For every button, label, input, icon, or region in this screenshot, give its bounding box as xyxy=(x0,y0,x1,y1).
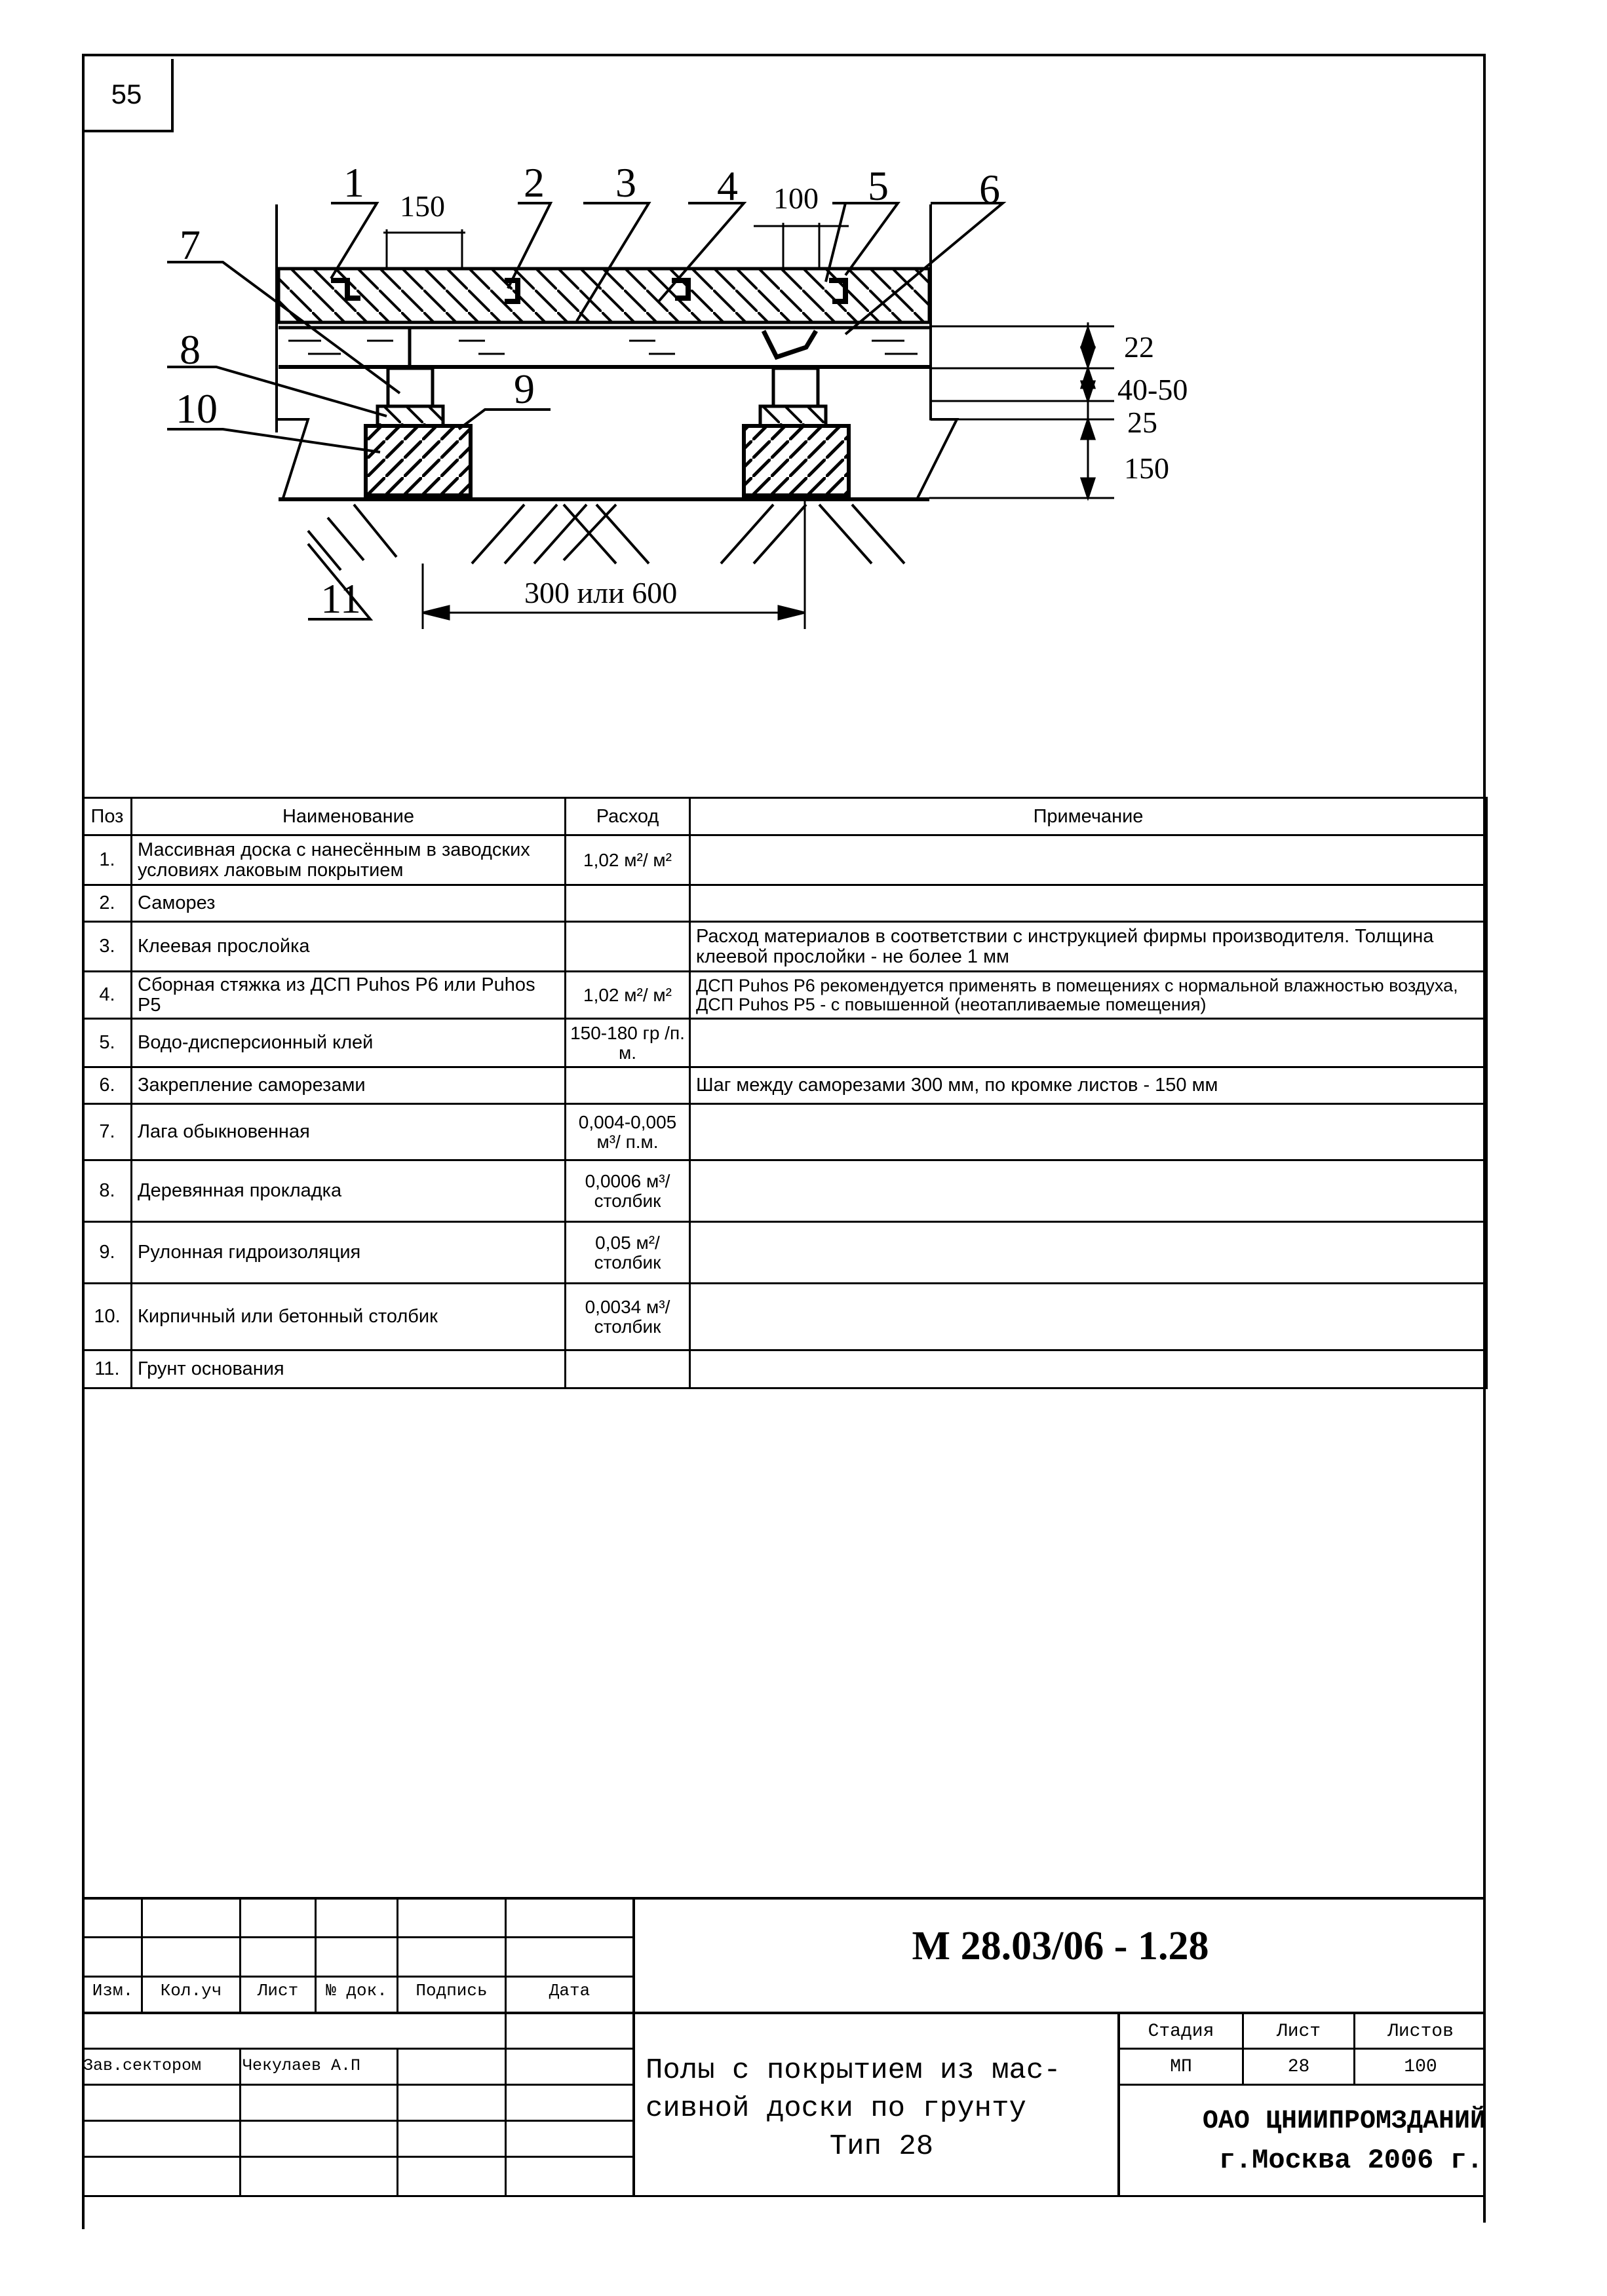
row-note xyxy=(690,1160,1487,1222)
callout-10: 10 xyxy=(176,385,218,432)
row-note: Шаг между саморезами 300 мм, по кромке листов - 150 мм xyxy=(690,1067,1487,1104)
col-header-note: Примечание xyxy=(690,798,1487,835)
callout-4: 4 xyxy=(717,163,738,209)
person-name: Чекулаев А.П xyxy=(242,2056,361,2075)
row-rate: 0,0006 м³/ столбик xyxy=(566,1160,690,1222)
table-row xyxy=(83,1067,1487,1104)
org-city-year: г.Москва 2006 г. xyxy=(1218,2145,1483,2176)
hdr-ndok: № док. xyxy=(326,1981,387,2000)
row-name: Лага обыкновенная xyxy=(132,1104,566,1160)
title-line-1: Полы с покрытием из мас- xyxy=(646,2054,1061,2087)
hdr-data: Дата xyxy=(549,1981,591,2000)
table-row xyxy=(83,1222,1487,1284)
hdr-kol: Кол.уч xyxy=(160,1981,222,2000)
row-pos: 10. xyxy=(83,1284,132,1350)
table-row xyxy=(83,972,1487,1019)
callout-3: 3 xyxy=(615,159,636,206)
row-pos: 6. xyxy=(83,1067,132,1104)
row-name: Водо-дисперсионный клей xyxy=(132,1019,566,1067)
row-rate xyxy=(566,1350,690,1388)
row-name: Массивная доска с нанесённым в заводских условиях лаковым покрытием xyxy=(132,835,566,885)
row-pos: 7. xyxy=(83,1104,132,1160)
row-pos: 8. xyxy=(83,1160,132,1222)
hdr-podpis: Подпись xyxy=(416,1981,488,2000)
table-row xyxy=(83,1160,1487,1222)
table-header-row xyxy=(83,798,1487,835)
sheets-label: Листов xyxy=(1387,2021,1454,2042)
stage-label: Стадия xyxy=(1148,2021,1214,2042)
title-line-3: Тип 28 xyxy=(829,2130,934,2163)
title-block xyxy=(82,1897,1486,2205)
dim-bottom: 300 или 600 xyxy=(524,576,678,609)
dim-22: 22 xyxy=(1124,330,1154,364)
sheet-value: 28 xyxy=(1287,2057,1310,2077)
row-name: Рулонная гидроизоляция xyxy=(132,1222,566,1284)
callout-8: 8 xyxy=(180,326,201,373)
row-rate: 1,02 м²/ м² xyxy=(566,972,690,1019)
row-rate xyxy=(566,885,690,922)
row-rate xyxy=(566,922,690,972)
row-pos: 5. xyxy=(83,1019,132,1067)
row-rate: 0,0034 м³/ столбик xyxy=(566,1284,690,1350)
callout-5: 5 xyxy=(868,163,889,209)
specification-table xyxy=(82,797,1488,1389)
row-note: Расход материалов в соответствии с инструкцией фирмы производителя. Толщина клеевой прослойки - не более 1 мм xyxy=(690,922,1487,972)
sheet-label: Лист xyxy=(1276,2021,1321,2042)
row-note xyxy=(690,835,1487,885)
row-rate: 0,05 м²/ столбик xyxy=(566,1222,690,1284)
row-pos: 9. xyxy=(83,1222,132,1284)
callout-1: 1 xyxy=(343,159,364,206)
dim-25: 25 xyxy=(1127,406,1157,439)
row-note xyxy=(690,1350,1487,1388)
col-header-rate: Расход xyxy=(566,798,690,835)
row-name: Клеевая прослойка xyxy=(132,922,566,972)
table-row xyxy=(83,1350,1487,1388)
row-name: Закрепление саморезами xyxy=(132,1067,566,1104)
row-pos: 2. xyxy=(83,885,132,922)
dim-40-50: 40-50 xyxy=(1117,373,1188,406)
row-name: Грунт основания xyxy=(132,1350,566,1388)
callout-2: 2 xyxy=(524,159,545,206)
row-note: ДСП Puhos P6 рекомендуется применять в помещениях с нормальной влажностью воздуха, ДСП Puhos P5 - с повышенной (неотапливаемые помещения) xyxy=(690,972,1487,1019)
row-rate: 1,02 м²/ м² xyxy=(566,835,690,885)
document-code: М 28.03/06 - 1.28 xyxy=(912,1924,1209,1968)
col-header-pos: Поз xyxy=(83,798,132,835)
table-row xyxy=(83,1284,1487,1350)
page-number: 55 xyxy=(82,59,174,132)
dim-150-right: 150 xyxy=(1124,451,1169,485)
row-note xyxy=(690,1284,1487,1350)
row-pos: 4. xyxy=(83,972,132,1019)
callout-7: 7 xyxy=(180,221,201,268)
row-name: Деревянная прокладка xyxy=(132,1160,566,1222)
callout-6: 6 xyxy=(979,166,1000,212)
row-name: Сборная стяжка из ДСП Puhos P6 или Puhos P5 xyxy=(132,972,566,1019)
dim-100-top: 100 xyxy=(773,182,819,215)
dim-150-top: 150 xyxy=(400,189,445,223)
title-line-2: сивной доски по грунту xyxy=(646,2092,1026,2125)
col-header-name: Наименование xyxy=(132,798,566,835)
sheets-value: 100 xyxy=(1404,2057,1437,2077)
row-pos: 1. xyxy=(83,835,132,885)
row-note xyxy=(690,885,1487,922)
callout-11: 11 xyxy=(320,575,361,622)
row-rate xyxy=(566,1067,690,1104)
row-note xyxy=(690,1104,1487,1160)
hdr-list: Лист xyxy=(257,1981,299,2000)
table-row xyxy=(83,885,1487,922)
row-rate: 150-180 гр /п. м. xyxy=(566,1019,690,1067)
floor-section-drawing xyxy=(0,0,1607,797)
row-note xyxy=(690,1222,1487,1284)
row-pos: 3. xyxy=(83,922,132,972)
table-row xyxy=(83,922,1487,972)
row-name: Саморез xyxy=(132,885,566,922)
callout-9: 9 xyxy=(514,366,535,412)
org-name: ОАО ЦНИИПРОМЗДАНИЙ xyxy=(1202,2107,1486,2136)
hdr-izm: Изм. xyxy=(92,1981,134,2000)
row-note xyxy=(690,1019,1487,1067)
row-pos: 11. xyxy=(83,1350,132,1388)
row-name: Кирпичный или бетонный столбик xyxy=(132,1284,566,1350)
table-row xyxy=(83,1104,1487,1160)
role-label: Зав.сектором xyxy=(83,2056,202,2075)
table-row xyxy=(83,835,1487,885)
stage-value: МП xyxy=(1170,2057,1192,2077)
row-rate: 0,004-0,005 м³/ п.м. xyxy=(566,1104,690,1160)
table-row xyxy=(83,1019,1487,1067)
